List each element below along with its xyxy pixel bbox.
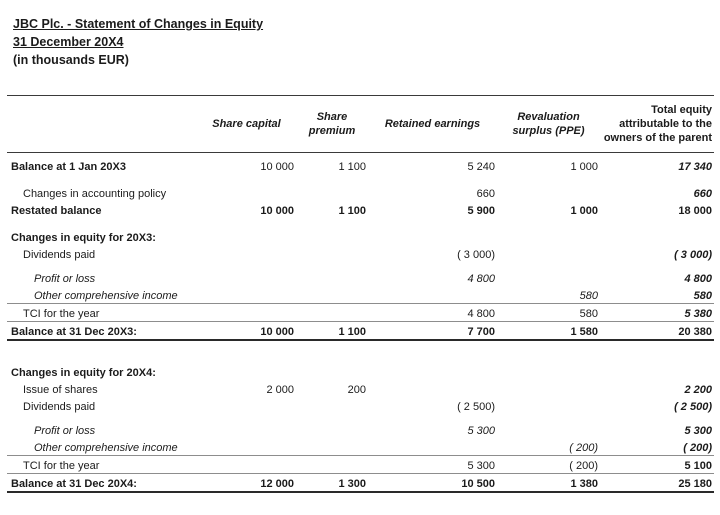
cell-share-capital (197, 245, 296, 262)
cell-total: ( 2 500) (674, 401, 712, 413)
cell-revaluation-surplus (497, 269, 600, 286)
cell-share-capital: 10 000 (260, 205, 294, 217)
cell-retained-earnings (368, 380, 497, 397)
equity-table (7, 95, 714, 493)
cell-total: ( 200) (600, 438, 714, 456)
row-tci-for-the-year-20x4 (7, 456, 714, 474)
row-other-comprehensive-income-20x4 (7, 438, 714, 456)
cell-retained-earnings (368, 438, 497, 456)
cell-share-premium: 1 300 (296, 474, 368, 493)
row-balance-31-dec-20x3 (7, 322, 714, 341)
cell-total: 580 (600, 286, 714, 304)
cell-revaluation-surplus: ( 200) (497, 456, 600, 474)
cell-share-capital: 12 000 (197, 474, 296, 493)
row-section-20x3 (7, 228, 714, 245)
cell-revaluation-surplus (497, 421, 600, 438)
document-title: JBC Plc. - Statement of Changes in Equity (13, 17, 264, 31)
cell-share-premium: 1 100 (338, 161, 366, 173)
spacer-cell (7, 218, 714, 228)
cell-total (600, 363, 714, 380)
row-label: Other comprehensive income (7, 286, 197, 304)
cell-share-capital (197, 397, 296, 414)
cell-retained-earnings: ( 3 000) (457, 249, 495, 261)
section-label: Changes in equity for 20X3: (11, 232, 156, 244)
cell-share-premium (296, 438, 368, 456)
cell-revaluation-surplus: 1 380 (497, 474, 600, 493)
cell-retained-earnings (368, 228, 497, 245)
cell-share-premium (296, 228, 368, 245)
document-units: (in thousands EUR) (13, 53, 129, 67)
cell-revaluation-surplus (497, 363, 600, 380)
cell-retained-earnings: 4 800 (467, 273, 495, 285)
cell-total: 18 000 (678, 205, 712, 217)
cell-share-capital: 2 000 (266, 384, 294, 396)
spacer-row (7, 218, 714, 228)
cell-total: 17 340 (678, 161, 712, 173)
row-label: Balance at 31 Dec 20X4: (7, 474, 197, 493)
cell-share-capital: 10 000 (197, 322, 296, 341)
cell-retained-earnings: 5 240 (467, 161, 495, 173)
cell-revaluation-surplus: 1 000 (570, 205, 598, 217)
row-label: Issue of shares (23, 384, 98, 396)
header-empty-cell (7, 96, 197, 153)
cell-share-premium (296, 184, 368, 201)
cell-share-capital (197, 184, 296, 201)
cell-share-capital (197, 438, 296, 456)
cell-share-capital: 10 000 (260, 161, 294, 173)
row-section-20x4 (7, 363, 714, 380)
cell-share-premium (296, 363, 368, 380)
cell-share-capital (197, 228, 296, 245)
spacer-row (7, 414, 714, 421)
cell-total: 5 300 (684, 425, 712, 437)
cell-share-premium (296, 245, 368, 262)
cell-retained-earnings: 660 (476, 188, 495, 200)
row-label: Other comprehensive income (7, 438, 197, 456)
cell-share-premium (296, 397, 368, 414)
row-label: TCI for the year (7, 456, 197, 474)
cell-total: 5 100 (600, 456, 714, 474)
document-date: 31 December 20X4 (13, 35, 124, 49)
cell-total (600, 228, 714, 245)
row-label: Dividends paid (23, 249, 96, 261)
cell-retained-earnings: 4 800 (368, 304, 497, 322)
cell-total: 660 (693, 188, 712, 200)
row-profit-or-loss-20x4 (7, 421, 714, 438)
cell-share-premium: 1 100 (338, 205, 366, 217)
col-header-revaluation-surplus: Revaluation surplus (PPE) (497, 96, 600, 153)
section-label: Changes in equity for 20X4: (11, 367, 156, 379)
cell-revaluation-surplus (497, 184, 600, 201)
cell-share-premium (296, 269, 368, 286)
row-profit-or-loss-20x3 (7, 269, 714, 286)
cell-retained-earnings: ( 2 500) (457, 401, 495, 413)
row-tci-for-the-year-20x3 (7, 304, 714, 322)
cell-revaluation-surplus (497, 228, 600, 245)
cell-share-capital (197, 456, 296, 474)
cell-retained-earnings: 7 700 (368, 322, 497, 341)
spacer-cell (7, 414, 714, 421)
spacer-row (7, 174, 714, 184)
row-restated-balance (7, 201, 714, 218)
table-header-row (7, 96, 714, 153)
row-label: Changes in accounting policy (23, 188, 167, 200)
cell-total: 4 800 (684, 273, 712, 285)
cell-revaluation-surplus (497, 245, 600, 262)
cell-share-premium (296, 456, 368, 474)
row-label: Balance at 1 Jan 20X3 (11, 161, 126, 173)
cell-retained-earnings: 5 300 (467, 425, 495, 437)
row-balance-1-jan-20x3 (7, 153, 714, 175)
cell-share-capital (197, 286, 296, 304)
cell-share-capital (197, 304, 296, 322)
spacer-row (7, 262, 714, 269)
cell-share-capital (197, 269, 296, 286)
cell-total: 25 180 (600, 474, 714, 493)
row-label: TCI for the year (7, 304, 197, 322)
row-dividends-paid-20x4 (7, 397, 714, 414)
row-other-comprehensive-income-20x3 (7, 286, 714, 304)
cell-share-capital (197, 363, 296, 380)
cell-total: 5 380 (600, 304, 714, 322)
spacer-row (7, 340, 714, 363)
row-issue-of-shares (7, 380, 714, 397)
col-header-total-equity: Total equity attributable to the owners of the parent (600, 96, 714, 153)
cell-revaluation-surplus (497, 397, 600, 414)
row-balance-31-dec-20x4 (7, 474, 714, 493)
spacer-cell (7, 174, 714, 184)
cell-retained-earnings (368, 363, 497, 380)
col-header-retained-earnings: Retained earnings (368, 96, 497, 153)
cell-revaluation-surplus: ( 200) (497, 438, 600, 456)
row-label: Profit or loss (34, 273, 96, 285)
col-header-share-capital: Share capital (197, 96, 296, 153)
spacer-cell (7, 262, 714, 269)
col-header-share-premium: Share premium (296, 96, 368, 153)
cell-revaluation-surplus: 580 (497, 304, 600, 322)
cell-share-premium (296, 304, 368, 322)
row-label: Restated balance (11, 205, 102, 217)
cell-retained-earnings: 5 900 (467, 205, 495, 217)
cell-revaluation-surplus: 580 (497, 286, 600, 304)
spacer-cell (7, 340, 714, 363)
cell-retained-earnings: 5 300 (368, 456, 497, 474)
cell-total: 2 200 (684, 384, 712, 396)
row-changes-accounting-policy (7, 184, 714, 201)
row-label: Dividends paid (23, 401, 96, 413)
cell-share-premium: 200 (347, 384, 366, 396)
row-label: Profit or loss (34, 425, 96, 437)
cell-total: ( 3 000) (674, 249, 712, 261)
cell-retained-earnings (368, 286, 497, 304)
cell-share-premium (296, 286, 368, 304)
row-dividends-paid-20x3 (7, 245, 714, 262)
cell-retained-earnings: 10 500 (368, 474, 497, 493)
cell-total: 20 380 (600, 322, 714, 341)
cell-revaluation-surplus: 1 000 (570, 161, 598, 173)
cell-revaluation-surplus (497, 380, 600, 397)
cell-share-premium (296, 421, 368, 438)
title-block (13, 15, 720, 69)
cell-share-capital (197, 421, 296, 438)
cell-share-premium: 1 100 (296, 322, 368, 341)
row-label: Balance at 31 Dec 20X3: (7, 322, 197, 341)
cell-revaluation-surplus: 1 580 (497, 322, 600, 341)
